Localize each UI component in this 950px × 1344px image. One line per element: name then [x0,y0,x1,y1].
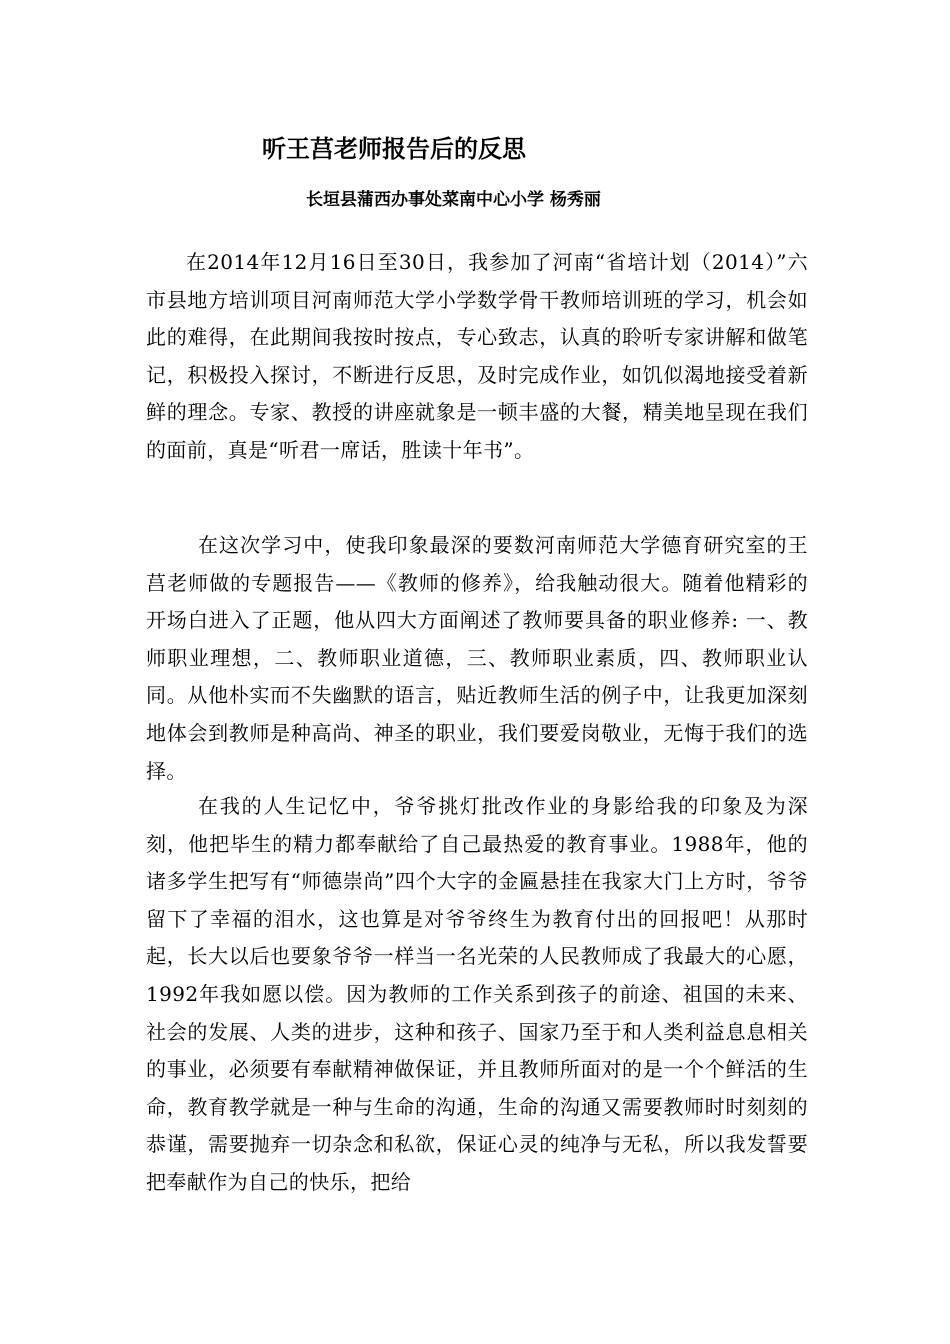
author-line: 长垣县蒲西办事处菜南中心小学 杨秀丽 [306,190,601,210]
paragraph-block-2 [146,527,808,790]
paragraph-3: 在我的人生记忆中，爷爷挑灯批改作业的身影给我的印象及为深刻，他把毕生的精力都奉献给了自己最热爱的教育事业。1988年，他的诸多学生把写有“师德崇尚”四个大字的金匾悬挂在我家大门上方时，爷爷留下了幸福的泪水，这也算是对爷爷终生为教育付出的回报吧！从那时起，长大以后也要象爷爷一样当一名光荣的人民教师成了我最大的心愿，1992年我如愿以偿。因为教师的工作关系到孩子的前途、祖国的未来、社会的发展、人类的进步，这种和孩子、国家乃至于和人类利益息息相关的事业，必须要有奉献精神做保证，并且教师所面对的是一个个鲜活的生命，教育教学就是一种与生命的沟通，生命的沟通又需要教师时时刻刻的恭谨，需要抛弃一切杂念和私欲，保证心灵的纯净与无私，所以我发誓要把奉献作为自己的快乐，把给 [146,794,808,1194]
paragraph-2: 在这次学习中，使我印象最深的要数河南师范大学德育研究室的王莒老师做的专题报告——《教师的修养》，给我触动很大。随着他精彩的开场白进入了正题，他从四大方面阐述了教师要具备的职业修养: 一、教师职业理想，二、教师职业道德，三、教师职业素质，四、教师职业认同。从他朴实而不失幽默的语言，贴近教师生活的例子中，让我更加深刻地体会到教师是种高尚、神圣的职业，我们要爱岗敬业，无悔于我们的选择。 [146,533,808,783]
paragraph-block-1 [146,244,808,470]
page-title: 听王莒老师报告后的反思 [262,135,526,163]
paragraph-block-3 [146,788,808,1202]
paragraph-1: 在2014年12月16日至30日，我参加了河南“省培计划（2014）”六市县地方培训项目河南师范大学小学数学骨干教师培训班的学习，机会如此的难得，在此期间我按时按点，专心致志，认真的聆听专家讲解和做笔记，积极投入探讨，不断进行反思，及时完成作业，如饥似渴地接受着新鲜的理念。专家、教授的讲座就象是一顿丰盛的大餐，精美地呈现在我们的面前，真是“听君一席话，胜读十年书”。 [146,250,808,462]
